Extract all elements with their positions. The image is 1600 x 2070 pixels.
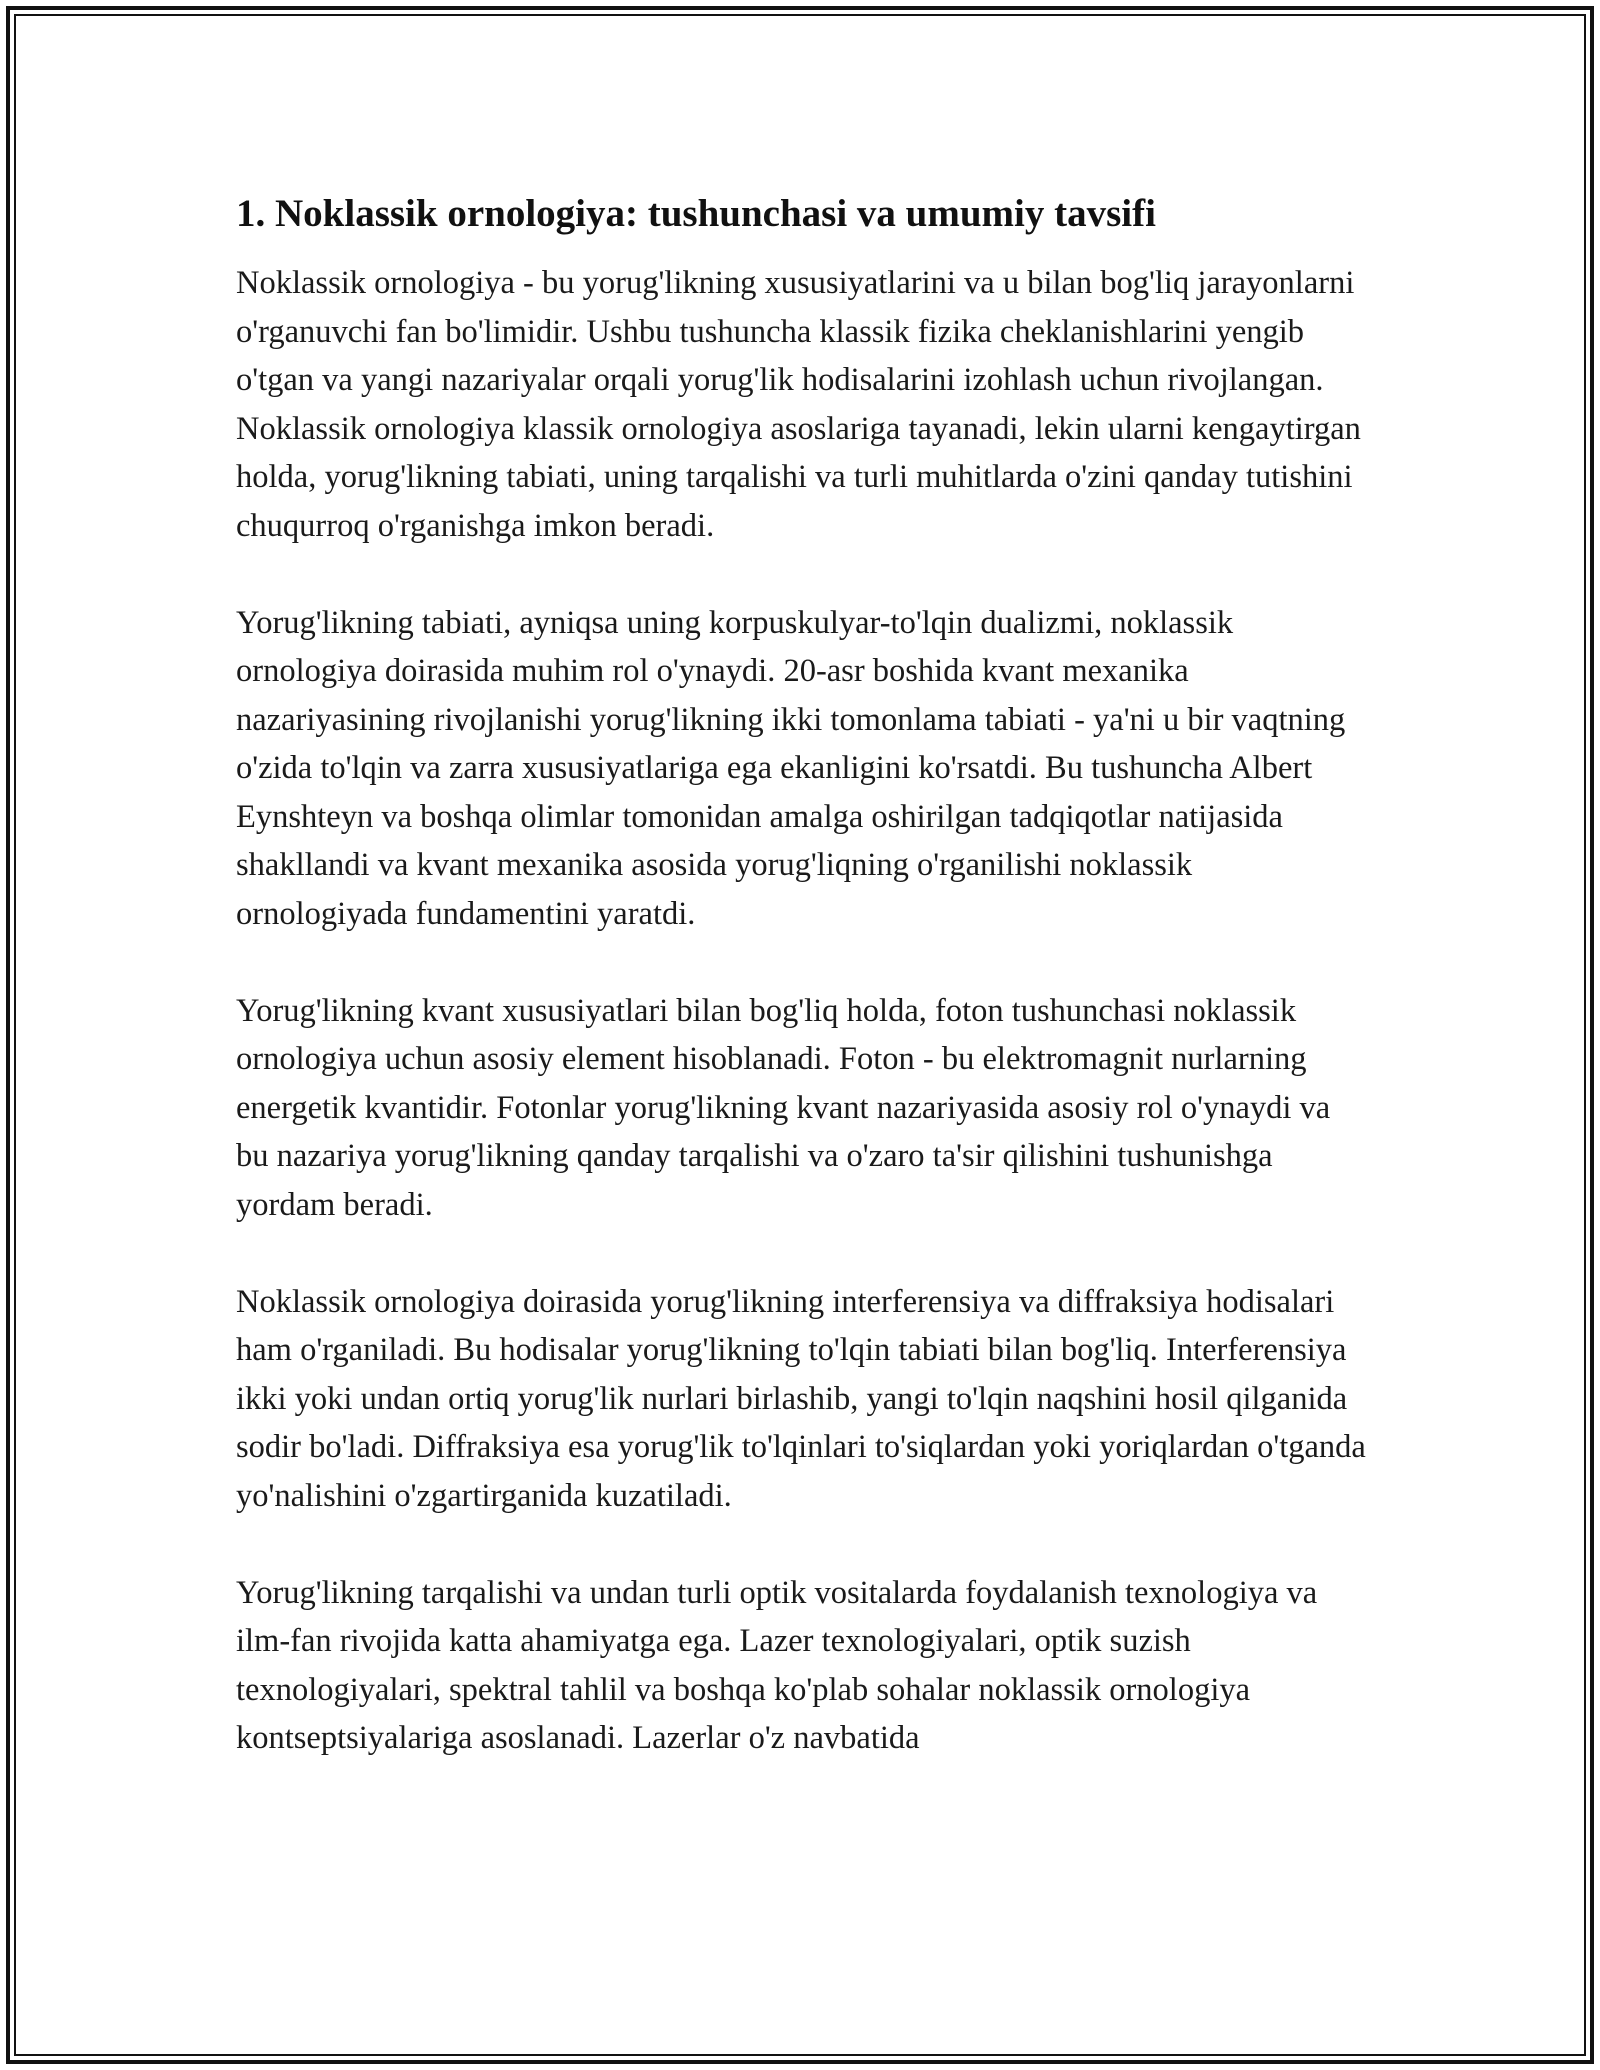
- paragraph-3: Yorug'likning kvant xususiyatlari bilan bog'liq holda, foton tushunchasi noklassik ornologiya uchun asosiy element hisoblanadi. Foton - bu elektromagnit nurlarning energetik kvantidir. Fotonlar yorug'likning kvant nazariyasida asosiy rol o'ynaydi va bu nazariya yorug'likning qanday tarqalishi va o'zaro ta'sir qilishini tushunishga yordam beradi.: [236, 992, 1331, 1223]
- paragraph-5: Yorug'likning tarqalishi va undan turli optik vositalarda foydalanish texnologiya va ilm-fan rivojida katta ahamiyatga ega. Lazer texnologiyalari, optik suzish texnologiyalari, spektral tahlil va boshqa ko'plab sohalar noklassik ornologiya kontseptsiyalariga asoslanadi. Lazerlar o'z navbatida: [236, 1574, 1318, 1756]
- section-heading: 1. Noklassik ornologiya: tushunchasi va umumiy tavsifi: [236, 192, 1156, 235]
- document-body: [236, 185, 1366, 1811]
- paragraph-4: Noklassik ornologiya doirasida yorug'likning interferensiya va diffraksiya hodisalari ham o'rganiladi. Bu hodisalar yorug'likning to'lqin tabiati bilan bog'liq. Interferensiya ikki yoki undan ortiq yorug'lik nurlari birlashib, yangi to'lqin naqshini hosil qilganida sodir bo'ladi. Diffraksiya esa yorug'lik to'lqinlari to'siqlardan yoki yoriqlardan o'tganda yo'nalishini o'zgartirganida kuzatiladi.: [236, 1283, 1366, 1514]
- paragraph-1: Noklassik ornologiya - bu yorug'likning xususiyatlarini va u bilan bog'liq jarayonlarni o'rganuvchi fan bo'limidir. Ushbu tushuncha klassik fizika cheklanishlarini yengib o'tgan va yangi nazariyalar orqali yorug'lik hodisalarini izohlash uchun rivojlangan. Noklassik ornologiya klassik ornologiya asoslariga tayanadi, lekin ularni kengaytirgan holda, yorug'likning tabiati, uning tarqalishi va turli muhitlarda o'zini qanday tutishini chuqurroq o'rganishga imkon beradi.: [236, 265, 1361, 544]
- paragraph-2: Yorug'likning tabiati, ayniqsa uning korpuskulyar-to'lqin dualizmi, noklassik ornologiya doirasida muhim rol o'ynaydi. 20-asr boshida kvant mexanika nazariyasining rivojlanishi yorug'likning ikki tomonlama tabiati - ya'ni u bir vaqtning o'zida to'lqin va zarra xususiyatlariga ega ekanligini ko'rsatdi. Bu tushuncha Albert Eynshteyn va boshqa olimlar tomonidan amalga oshirilgan tadqiqotlar natijasida shakllandi va kvant mexanika asosida yorug'liqning o'rganilishi noklassik ornologiyada fundamentini yaratdi.: [236, 604, 1346, 932]
